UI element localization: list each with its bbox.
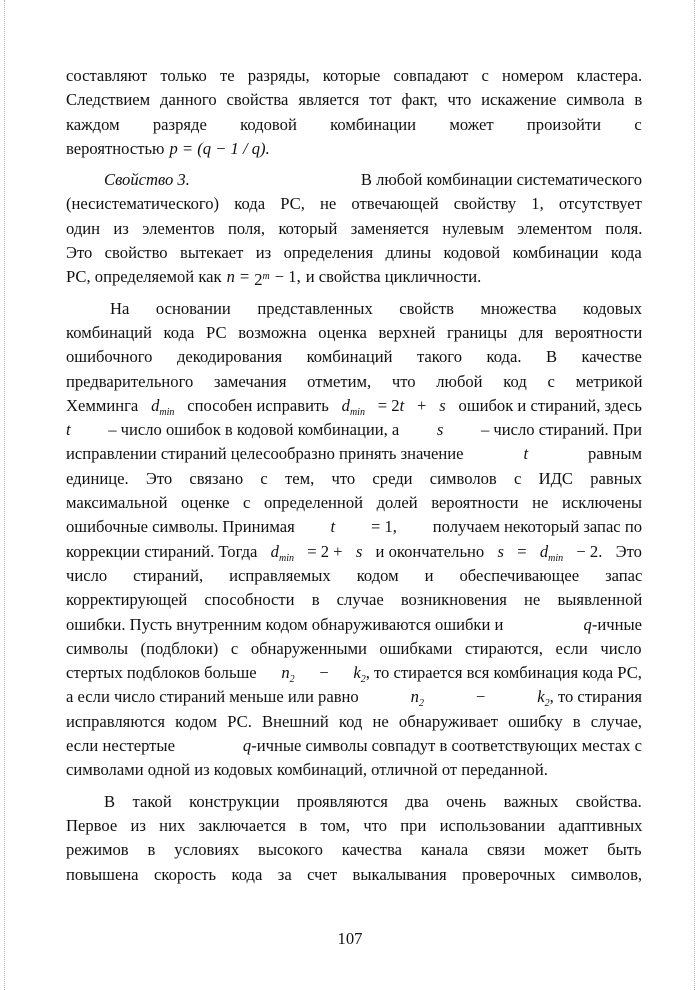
paragraph-gap xyxy=(66,783,642,790)
text-line xyxy=(66,192,642,216)
word-group xyxy=(66,661,257,685)
word: (несистематического) кода РС, не отвечающей свойству 1, отсутствует xyxy=(66,194,642,214)
text-line xyxy=(66,113,642,137)
word: В такой конструкции проявляются два очень важных свойства. xyxy=(104,791,642,811)
paragraph xyxy=(66,64,642,161)
word: = 1, xyxy=(370,517,397,537)
text-line xyxy=(66,370,642,394)
word: -ичные символы совпадут в соответствующих местах с xyxy=(251,736,642,756)
word: Это свойство вытекает из определения длины кодовой комбинации кода xyxy=(66,243,642,263)
word-group xyxy=(433,515,642,539)
math-token: s xyxy=(436,420,444,440)
word: единице. Это связано с тем, что среди символов с ИДС равных xyxy=(66,468,643,488)
word-group xyxy=(281,661,294,685)
word: ошибочного декодирования комбинаций такого кода. В качестве xyxy=(66,347,642,367)
text-line xyxy=(66,64,642,88)
word: коррекции стираний. Тогда xyxy=(66,541,258,561)
text-line xyxy=(66,790,642,814)
word-group xyxy=(66,613,503,637)
word-group xyxy=(356,540,362,564)
word: если нестертые xyxy=(66,736,175,756)
math-token: p = (q − 1 / q). xyxy=(169,138,270,158)
paragraph-gap xyxy=(66,290,642,297)
math-token: min xyxy=(159,406,175,418)
text-line xyxy=(66,394,642,418)
word: , то стирается вся комбинация кода РС, xyxy=(365,663,642,683)
word: максимальной оценке с определенной долей вероятности не исключены xyxy=(66,493,643,513)
word-group xyxy=(319,661,328,685)
word-group xyxy=(439,394,445,418)
word: На основании представленных свойств множества кодовых xyxy=(110,298,643,318)
word: + xyxy=(417,395,427,415)
text-line xyxy=(66,838,642,862)
word: − 1, xyxy=(274,267,301,287)
word: Это xyxy=(615,541,642,561)
math-token: n xyxy=(281,663,290,683)
word-group xyxy=(66,734,175,758)
text-line xyxy=(66,564,642,588)
word: – число ошибок в кодовой комбинации, а xyxy=(108,420,400,440)
text-line xyxy=(66,137,642,161)
word-group xyxy=(411,685,424,709)
math-token: s xyxy=(497,541,504,561)
math-token: d xyxy=(341,395,350,415)
word-group xyxy=(66,137,164,161)
word-group xyxy=(66,418,71,442)
math-token: t xyxy=(330,517,336,537)
text-line xyxy=(66,442,642,466)
math-token: min xyxy=(548,552,564,564)
text-line xyxy=(66,297,642,321)
paragraph xyxy=(66,168,642,289)
word: = 2 xyxy=(377,395,400,415)
word: − xyxy=(475,687,486,707)
word: 2 xyxy=(254,270,263,290)
word: − 2. xyxy=(576,541,603,561)
word-group xyxy=(243,734,642,758)
text-line xyxy=(66,661,642,685)
word: комбинаций кода РС возможна оценка верхней границы для вероятности xyxy=(66,322,643,342)
word-group xyxy=(481,418,642,442)
page-body xyxy=(66,64,642,887)
text-line xyxy=(66,467,642,491)
word: исправлении стираний целесообразно принять значение xyxy=(66,444,464,464)
word-group xyxy=(371,515,397,539)
word-group xyxy=(66,442,464,466)
word: , то стирания xyxy=(549,687,642,707)
text-line xyxy=(66,515,642,539)
word-group xyxy=(576,540,602,564)
word: режимов в условиях высокого качества канала связи может быть xyxy=(66,840,642,860)
word-group xyxy=(227,265,235,289)
text-line xyxy=(66,345,642,369)
word: корректирующей способности в случае возникновения не выявленной xyxy=(66,590,643,610)
word-group xyxy=(240,265,249,289)
text-line xyxy=(66,540,642,564)
word-group xyxy=(169,137,269,161)
word: − xyxy=(319,663,329,683)
text-line xyxy=(66,814,642,838)
word-group xyxy=(108,418,399,442)
word: способен исправить xyxy=(187,395,329,415)
text-line xyxy=(66,88,642,112)
math-token: t xyxy=(399,395,405,415)
word: а если число стираний меньше или равно xyxy=(66,687,359,707)
word-group xyxy=(378,394,404,418)
word: каждом разряде кодовой комбинации может произойти с xyxy=(66,114,642,134)
right-page-edge xyxy=(694,0,695,990)
word: = xyxy=(517,541,527,561)
word-group xyxy=(459,394,642,418)
word: стертых подблоков больше xyxy=(66,663,257,683)
math-token: 2 xyxy=(360,674,366,686)
math-token: min xyxy=(349,406,365,418)
word-group xyxy=(271,540,294,564)
math-token: q xyxy=(583,614,592,634)
math-token: d xyxy=(151,395,160,415)
word-group xyxy=(497,540,503,564)
word: и окончательно xyxy=(375,541,485,561)
word-group xyxy=(376,540,485,564)
word-group xyxy=(66,394,138,418)
word: вероятностью xyxy=(66,138,165,158)
word: ошибок и стираний, здесь xyxy=(458,395,642,415)
word-group xyxy=(66,685,359,709)
math-token: d xyxy=(539,541,549,561)
text-line xyxy=(66,321,642,345)
word: Хемминга xyxy=(66,395,139,415)
word-group xyxy=(306,265,482,289)
word: предварительного замечания отметим, что любой код с метрикой xyxy=(66,371,643,391)
word-group xyxy=(537,685,642,709)
word: равным xyxy=(587,444,642,464)
word-group xyxy=(517,540,526,564)
left-page-edge xyxy=(4,0,5,990)
word: и свойства цикличности. xyxy=(305,267,482,287)
text-line xyxy=(66,588,642,612)
word-group xyxy=(342,394,365,418)
math-token: min xyxy=(278,552,294,564)
text-line xyxy=(66,758,642,782)
word: РС, определяемой как xyxy=(66,267,222,287)
word: получаем некоторый запас по xyxy=(432,517,642,537)
paragraph xyxy=(66,790,642,887)
word-group xyxy=(616,540,642,564)
math-token: t xyxy=(523,444,529,464)
word: = 2 + xyxy=(307,541,343,561)
word-group xyxy=(353,661,642,685)
word-group xyxy=(307,540,342,564)
word-group xyxy=(540,540,563,564)
word: – число стираний. При xyxy=(480,420,642,440)
text-line xyxy=(66,168,642,192)
math-token: d xyxy=(270,541,279,561)
word: символами одной из кодовых комбинаций, отличной от переданной. xyxy=(66,760,548,780)
word: ошибочные символы. Принимая xyxy=(66,517,295,537)
math-token: k xyxy=(537,687,545,707)
text-line xyxy=(66,734,642,758)
word-group xyxy=(588,442,642,466)
math-token: 2 xyxy=(289,674,295,686)
math-token: m xyxy=(262,271,270,283)
word: число стираний, исправляемых кодом и обеспечивающее запас xyxy=(66,565,643,585)
math-token: n xyxy=(410,687,419,707)
word-group xyxy=(437,418,443,442)
word: повышена скорость кода за счет выкалывания проверочных символов, xyxy=(66,864,643,884)
word-group xyxy=(66,515,295,539)
text-line xyxy=(66,491,642,515)
text-line xyxy=(66,265,642,289)
text-line xyxy=(66,710,642,734)
word-group xyxy=(151,394,174,418)
text-line xyxy=(66,217,642,241)
text-line xyxy=(66,613,642,637)
word: Следствием данного свойства является тот факт, что искажение символа в xyxy=(66,90,643,110)
word: -ичные xyxy=(591,614,642,634)
word-group xyxy=(66,540,257,564)
math-token: q xyxy=(242,736,252,756)
word-group xyxy=(584,613,642,637)
word-group xyxy=(187,394,329,418)
word-group xyxy=(275,265,301,289)
paragraph-gap xyxy=(66,161,642,168)
math-token: t xyxy=(66,420,71,440)
math-token: 2 xyxy=(544,698,550,710)
word-group xyxy=(66,265,222,289)
text-line xyxy=(66,637,642,661)
word: один из элементов поля, который заменяется нулевым элементом поля. xyxy=(66,218,643,238)
word-group xyxy=(476,685,485,709)
paragraph xyxy=(66,297,642,783)
text-line xyxy=(66,863,642,887)
word: Первое из них заключается в том, что при использовании адаптивных xyxy=(66,815,643,835)
word: В любой комбинации систематического xyxy=(360,170,642,190)
word-group xyxy=(523,442,528,466)
math-token: s xyxy=(439,395,446,415)
math-token: n xyxy=(226,267,235,287)
math-token: Свойство 3. xyxy=(104,170,190,190)
math-token: s xyxy=(355,541,363,561)
math-token: 2 xyxy=(418,698,424,710)
page-number: 107 xyxy=(337,929,363,948)
word: = xyxy=(239,267,250,287)
word: составляют только те разряды, которые совпадают с номером кластера. xyxy=(66,66,643,85)
word-group xyxy=(417,394,426,418)
text-line xyxy=(66,241,642,265)
text-line xyxy=(66,418,642,442)
word-group xyxy=(254,265,270,289)
word-group xyxy=(104,168,190,192)
text-line xyxy=(66,685,642,709)
word: символы (подблоки) с обнаруженными ошибками стираются, если число xyxy=(66,638,642,658)
word: ошибки. Пусть внутренним кодом обнаруживаются ошибки и xyxy=(66,614,504,634)
math-token: k xyxy=(353,663,361,683)
word-group xyxy=(331,515,336,539)
word: исправляются кодом РС. Внешний код не обнаруживает ошибку в случае, xyxy=(66,711,642,731)
word-group xyxy=(361,168,642,192)
